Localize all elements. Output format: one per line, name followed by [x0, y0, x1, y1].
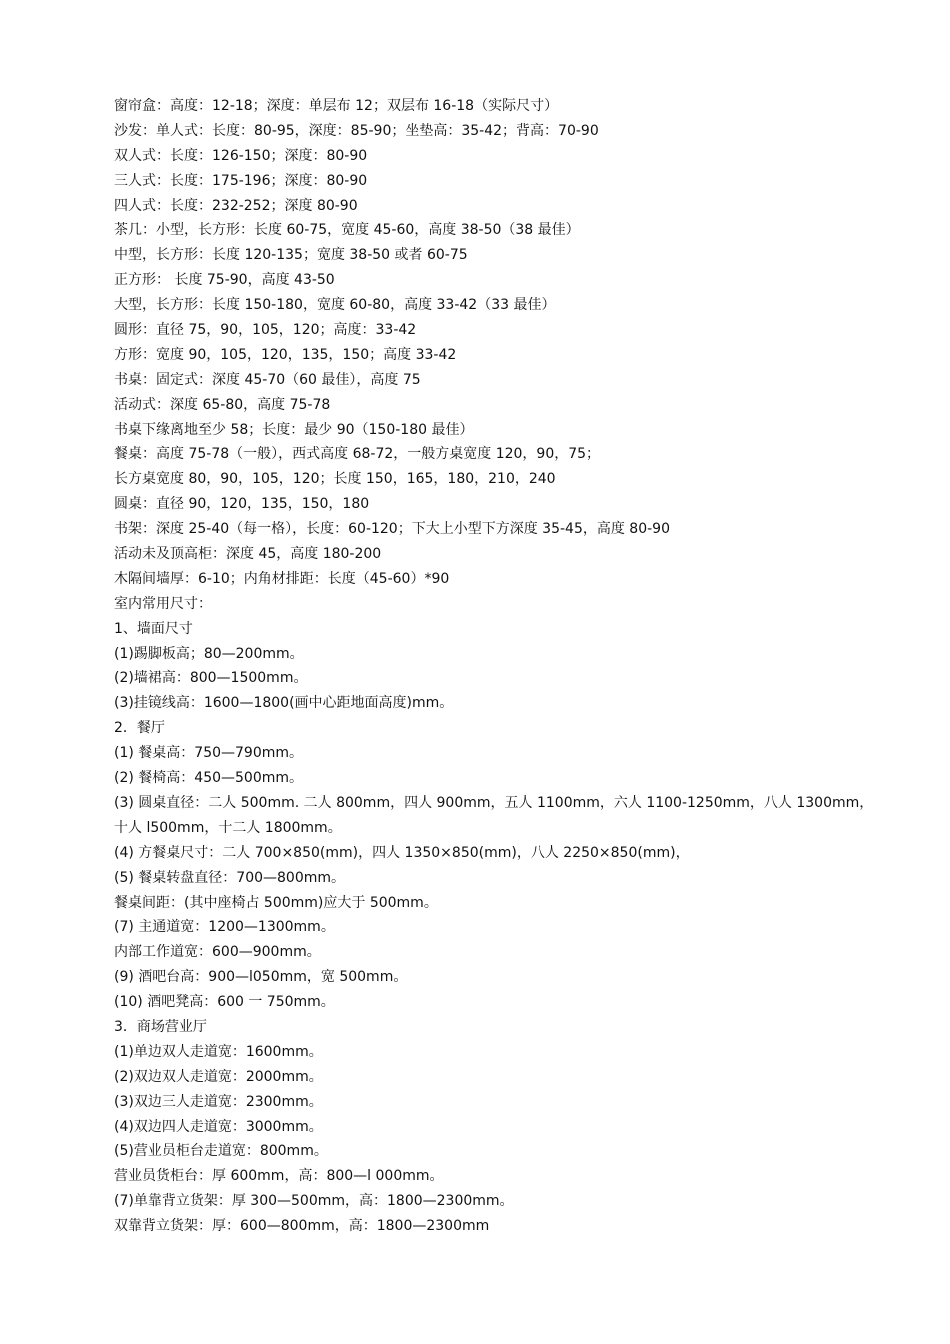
text-line: 1、墙面尺寸: [114, 620, 193, 637]
text-line: (10) 酒吧凳高：600 一 750mm。: [114, 994, 335, 1011]
text-line: (9) 酒吧台高：900—l050mm，宽 500mm。: [114, 969, 408, 986]
text-line: (4) 方餐桌尺寸：二人 700×850(mm)，四人 1350×850(mm)，八人 2250×850(mm)，: [114, 844, 690, 861]
text-line: 3．商场营业厅: [114, 1018, 207, 1035]
text-line: 2．餐厅: [114, 720, 165, 737]
text-line: 四人式：长度：232-252；深度 80-90: [114, 197, 358, 214]
text-line: 沙发：单人式：长度：80-95，深度：85-90；坐垫高：35-42；背高：70-90: [114, 122, 599, 139]
text-line: (1)踢脚板高；80—200mm。: [114, 645, 304, 662]
text-line: 营业员货柜台：厚 600mm，高：800—l 000mm。: [114, 1168, 444, 1185]
text-line: (7) 主通道宽：1200—1300mm。: [114, 919, 335, 936]
text-line: (2)双边双人走道宽：2000mm。: [114, 1068, 323, 1085]
text-line: 餐桌间距：(其中座椅占 500mm)应大于 500mm。: [114, 894, 438, 911]
text-line: 窗帘盒：高度：12-18；深度：单层布 12；双层布 16-18（实际尺寸）: [114, 98, 559, 114]
text-line: 木隔间墙厚：6-10；内角材排距：长度（45-60）*90: [114, 570, 450, 587]
text-line: (2) 餐椅高：450—500mm。: [114, 770, 303, 787]
text-line: (1) 餐桌高：750—790mm。: [114, 745, 303, 762]
text-line: (2)墙裙高：800—1500mm。: [114, 670, 308, 687]
document-body: [114, 94, 874, 1239]
text-line: (3) 圆桌直径：二人 500mm. 二人 800mm，四人 900mm，五人 1100mm，六人 1100-1250mm，八人 1300mm，: [114, 794, 874, 811]
text-line: 圆形：直径 75，90，105，120；高度：33-42: [114, 322, 417, 339]
text-line: 室内常用尺寸：: [114, 595, 212, 612]
text-line: 正方形： 长度 75-90，高度 43-50: [114, 272, 335, 289]
text-line: 双人式：长度：126-150；深度：80-90: [114, 147, 368, 164]
text-line: 方形：宽度 90，105，120，135，150；高度 33-42: [114, 346, 457, 363]
text-line: 圆桌：直径 90，120，135，150，180: [114, 496, 370, 513]
text-line: (3)挂镜线高：1600—1800(画中心距地面高度)mm。: [114, 695, 454, 712]
text-line: (1)单边双人走道宽：1600mm。: [114, 1043, 323, 1060]
text-line: (5) 餐桌转盘直径：700—800mm。: [114, 869, 345, 886]
text-line: 餐桌：高度 75-78（一般），西式高度 68-72，一般方桌宽度 120，90，75；: [114, 446, 601, 463]
text-line: 双靠背立货架：厚：600—800mm，高：1800—2300mm: [114, 1218, 490, 1235]
text-line: 活动式：深度 65-80，高度 75-78: [114, 396, 331, 413]
text-line: (4)双边四人走道宽：3000mm。: [114, 1118, 323, 1135]
text-line: 大型，长方形：长度 150-180，宽度 60-80，高度 33-42（33 最佳）: [114, 297, 556, 314]
text-line: 长方桌宽度 80，90，105，120；长度 150，165，180，210，240: [114, 471, 556, 488]
text-line: (7)单靠背立货架：厚 300—500mm，高：1800—2300mm。: [114, 1193, 514, 1210]
text-line: 书架：深度 25-40（每一格），长度：60-120；下大上小型下方深度 35-45，高度 80-90: [114, 521, 670, 538]
text-line: 书桌下缘离地至少 58；长度：最少 90（150-180 最佳）: [114, 421, 474, 438]
text-line: 中型，长方形：长度 120-135；宽度 38-50 或者 60-75: [114, 247, 468, 264]
text-line: (3)双边三人走道宽：2300mm。: [114, 1093, 323, 1110]
text-line: 内部工作道宽：600—900mm。: [114, 944, 321, 961]
text-line: (5)营业员柜台走道宽：800mm。: [114, 1143, 328, 1160]
text-line: 活动未及顶高柜：深度 45，高度 180-200: [114, 546, 382, 563]
text-line: 三人式：长度：175-196；深度：80-90: [114, 172, 368, 189]
text-line: 十人 l500mm，十二人 1800mm。: [114, 819, 342, 836]
text-line: 茶几：小型，长方形：长度 60-75，宽度 45-60，高度 38-50（38 最佳）: [114, 222, 580, 239]
text-line: 书桌：固定式：深度 45-70（60 最佳），高度 75: [114, 371, 421, 388]
